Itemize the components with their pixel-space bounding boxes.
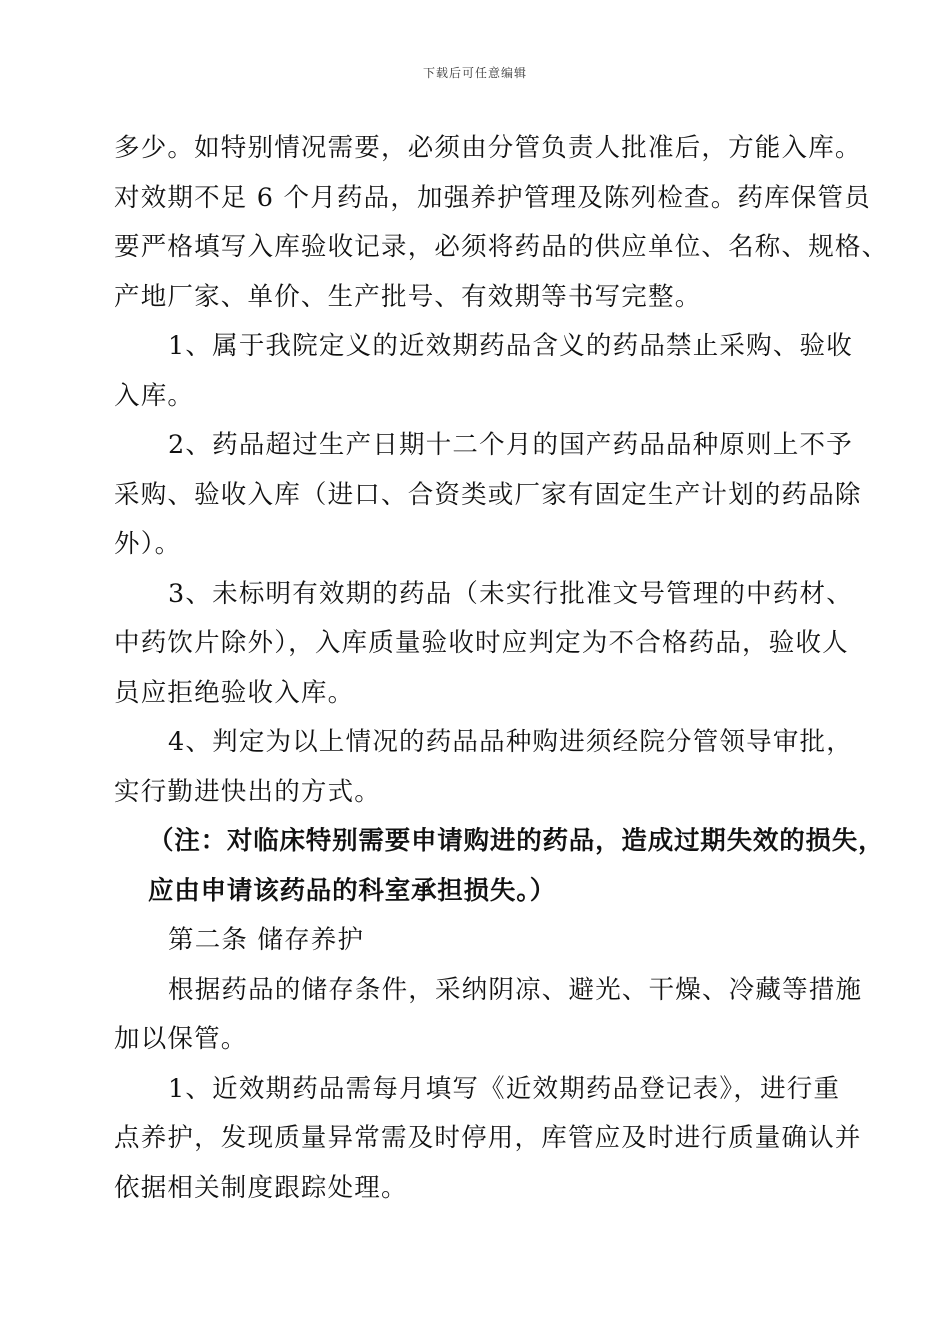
list-item-3: 3、未标明有效期的药品（未实行批准文号管理的中药材、 (168, 578, 853, 609)
paragraph-line: 实行勤进快出的方式。 (114, 776, 382, 807)
list-item-1: 1、属于我院定义的近效期药品含义的药品禁止采购、验收 (168, 331, 853, 361)
note-line: 应由申请该药品的科室承担损失。） (148, 875, 557, 906)
paragraph-line: 产地厂家、单价、生产批号、有效期等书写完整。 (114, 281, 702, 312)
paragraph-line: 要严格填写入库验收记录，必须将药品的供应单位、名称、规格、 (114, 232, 889, 262)
list-item-1: 1、近效期药品需每月填写《近效期药品登记表》，进行重 (168, 1073, 841, 1104)
page-header: 下载后可任意编辑 (422, 66, 527, 80)
paragraph-line: 入库。 (114, 380, 195, 411)
paragraph-line: 外）。 (114, 529, 182, 559)
paragraph-line: 采购、验收入库（进口、合资类或厂家有固定生产计划的药品除 (114, 479, 862, 510)
paragraph-line: 依据相关制度跟踪处理。 (114, 1172, 408, 1203)
paragraph-line: 根据药品的储存条件，采纳阴凉、避光、干燥、冷藏等措施 (168, 974, 863, 1005)
paragraph-line: 多少。如特别情况需要，必须由分管负责人批准后，方能入库。 (114, 133, 862, 163)
paragraph-line: 员应拒绝验收入库。 (114, 677, 355, 708)
paragraph-line: 加以保管。 (114, 1024, 248, 1054)
section-heading: 第二条 储存养护 (168, 925, 365, 955)
list-item-2: 2、药品超过生产日期十二个月的国产药品品种原则上不予 (168, 430, 853, 460)
paragraph-line: 点养护，发现质量异常需及时停用，库管应及时进行质量确认并 (114, 1123, 862, 1153)
paragraph-line: 对效期不足 6 个月药品，加强养护管理及陈列检查。药库保管员 (114, 182, 871, 213)
note-line: （注：对临床特别需要申请购进的药品，造成过期失效的损失， (148, 826, 885, 856)
document-body (114, 124, 889, 1213)
list-item-4: 4、判定为以上情况的药品品种购进须经院分管领导审批， (168, 727, 853, 757)
paragraph-line: 中药饮片除外），入库质量验收时应判定为不合格药品，验收人 (114, 628, 849, 658)
